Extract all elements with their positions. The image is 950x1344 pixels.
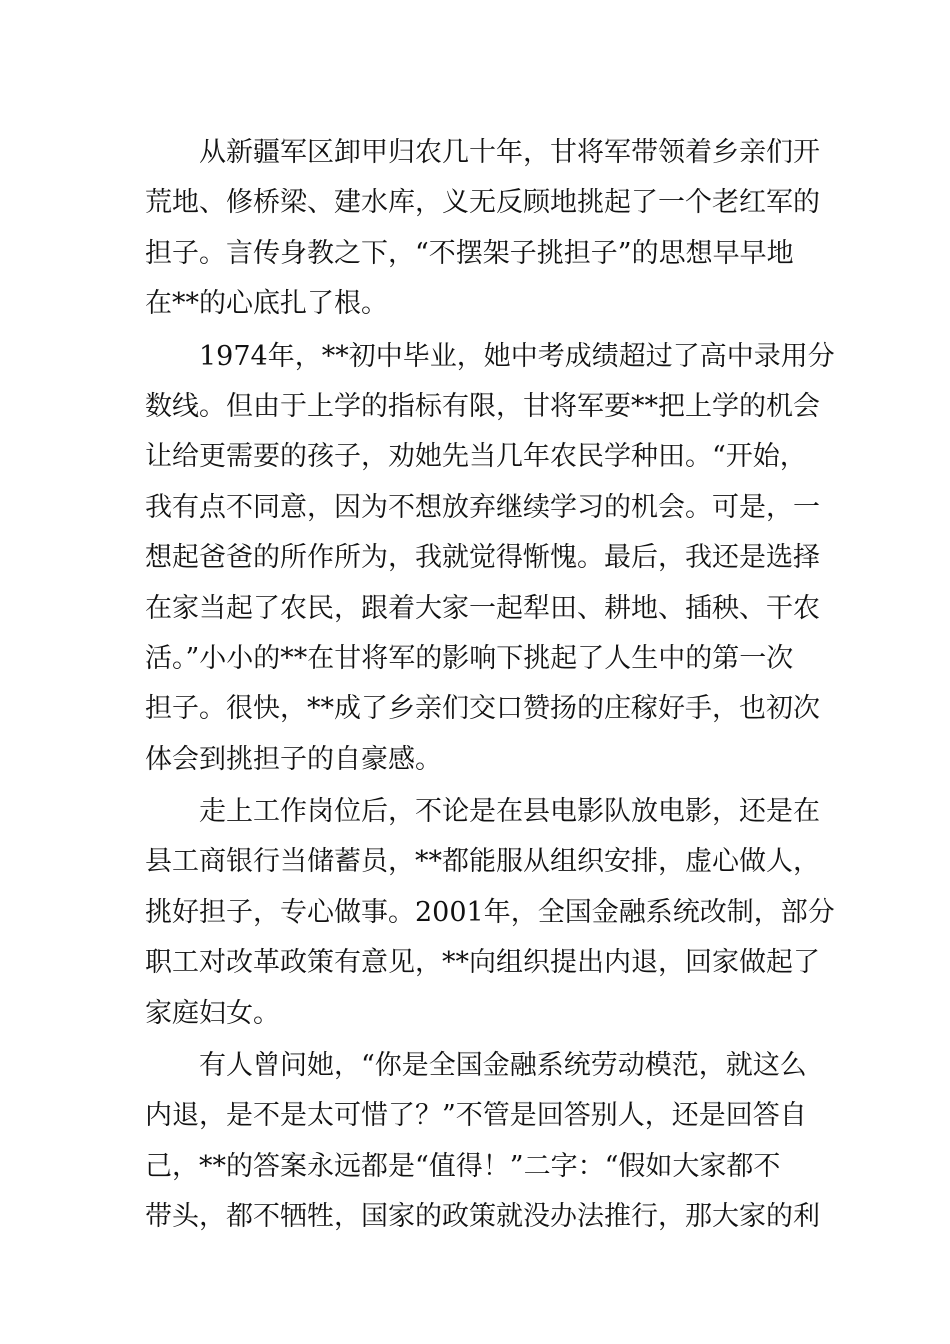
paragraph-line: 走上工作岗位后，不论是在县电影队放电影，还是在 (199, 796, 820, 828)
paragraph-line: 想起爸爸的所作所为，我就觉得惭愧。最后，我还是选择 (145, 542, 820, 574)
paragraph-line: 在家当起了农民，跟着大家一起犁田、耕地、插秧、干农 (145, 592, 820, 624)
paragraph-4 (145, 1041, 820, 1243)
document-body (145, 128, 835, 1243)
paragraph-line: 县工商银行当储蓄员，**都能服从组织安排，虚心做人， (145, 846, 820, 878)
paragraph-line: 数线。但由于上学的指标有限，甘将军要**把上学的机会 (145, 390, 820, 422)
paragraph-line: 让给更需要的孩子，劝她先当几年农民学种田。“开始， (145, 441, 807, 473)
paragraph-line: 荒地、修桥梁、建水库，义无反顾地挑起了一个老红军的 (145, 187, 820, 219)
paragraph-line: 从新疆军区卸甲归农几十年，甘将军带领着乡亲们开 (199, 137, 820, 168)
paragraph-3 (145, 787, 835, 1039)
paragraph-line: 担子。很快，**成了乡亲们交口赞扬的庄稼好手，也初次 (145, 693, 820, 725)
paragraph-line: 担子。言传身教之下，“不摆架子挑担子”的思想早早地 (145, 237, 794, 269)
paragraph-line: 己，**的答案永远都是“值得！”二字：“假如大家都不 (145, 1150, 781, 1182)
paragraph-line: 1974年，**初中毕业，她中考成绩超过了高中录用分 (199, 340, 835, 372)
paragraph-line: 有人曾问她，“你是全国金融系统劳动模范，就这么 (199, 1050, 807, 1082)
paragraph-line: 活。”小小的**在甘将军的影响下挑起了人生中的第一次 (145, 642, 794, 674)
paragraph-line: 体会到挑担子的自豪感。 (145, 743, 442, 775)
paragraph-line: 家庭妇女。 (145, 997, 280, 1029)
paragraph-line: 带头，都不牺牲，国家的政策就没办法推行，那大家的利 (145, 1201, 820, 1233)
paragraph-line: 挑好担子，专心做事。2001年，全国金融系统改制，部分 (145, 896, 835, 928)
paragraph-2 (145, 332, 835, 786)
paragraph-line: 在**的心底扎了根。 (145, 288, 388, 320)
paragraph-1 (145, 128, 820, 330)
paragraph-line: 内退，是不是太可惜了？”不管是回答别人，还是回答自 (145, 1100, 807, 1132)
paragraph-line: 我有点不同意，因为不想放弃继续学习的机会。可是，一 (145, 491, 820, 523)
paragraph-line: 职工对改革政策有意见，**向组织提出内退，回家做起了 (145, 947, 820, 979)
